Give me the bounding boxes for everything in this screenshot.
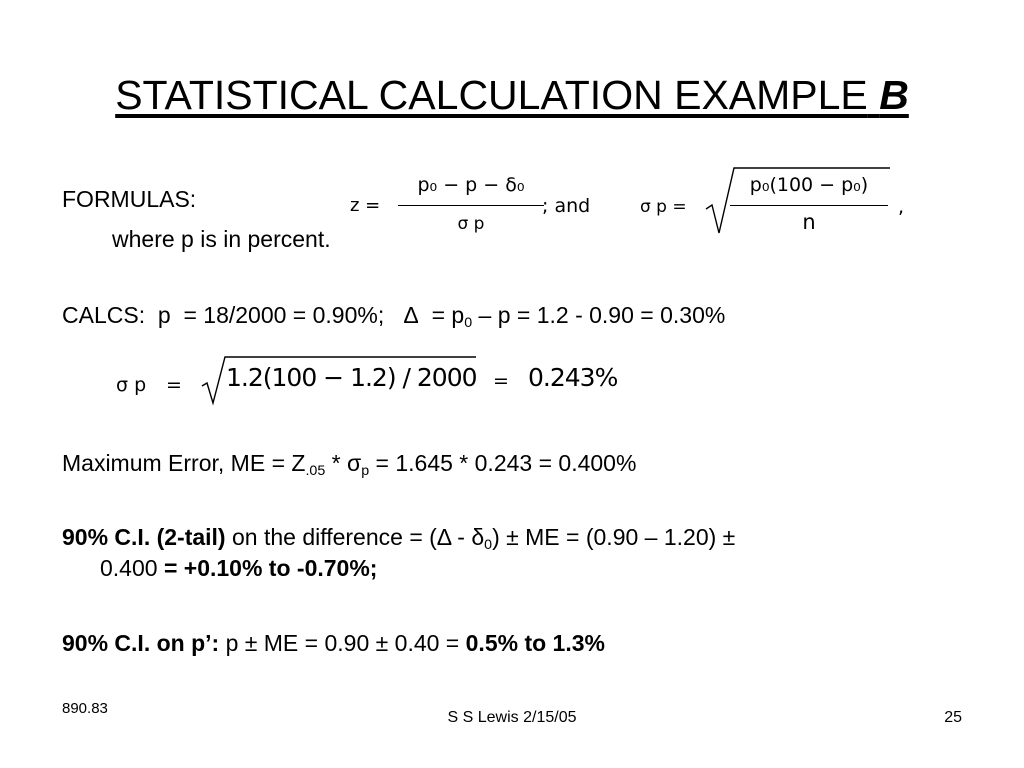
calcs-line [62,302,725,329]
footer-code: 890.83 [62,700,108,717]
z-lhs: z = [350,195,381,216]
ci-two-tail-subscript: 0 [484,536,493,553]
ci-two-tail-text-b: ) ± ME = (0.90 – 1.20) ± [492,524,736,550]
max-error-sigma-subscript: p [361,462,370,479]
ci-two-tail-line-2 [100,555,377,582]
calcs-delta-subscript: 0 [464,314,473,331]
ci-two-tail-label: 90% C.I. (2-tail) [62,524,226,550]
sigma-calc-equals-2: = [493,370,509,392]
ci-two-tail-text-a: on the difference = (Δ - δ [225,524,485,550]
z-denominator: σ p [457,214,485,234]
z-fraction-bar [398,205,544,206]
slide-title [0,72,1024,119]
calcs-delta-expression-a: = p [431,302,465,328]
calcs-label: CALCS: [62,302,146,328]
ci-p-result: 0.5% to 1.3% [465,630,605,656]
max-error-text-b: * σ [325,450,362,476]
calcs-p-expression: = 18/2000 = 0.90%; [183,302,385,328]
sigma-numerator: p₀(100 − p₀) [749,174,869,196]
title-main: STATISTICAL CALCULATION EXAMPLE [115,72,868,118]
sigma-fraction-bar [730,205,888,206]
max-error-text-c: = 1.645 * 0.243 = 0.400% [369,450,637,476]
max-error-z-subscript: .05 [305,462,326,479]
footer-page-number: 25 [944,709,962,726]
z-numerator: p₀ − p − δ₀ [417,174,525,196]
sigma-calc-result: 0.243% [528,363,618,392]
formulas-note: where p is in percent. [112,226,331,252]
ci-two-tail-line-1 [62,524,735,551]
max-error-text-a: Maximum Error, ME = Z [62,450,306,476]
sigma-calc-radicand: 1.2(100 − 1.2) / 2000 [226,363,477,392]
sigma-calc-lhs: σ p [116,374,147,396]
calcs-delta-symbol: Δ [403,302,419,328]
max-error-line [62,450,636,477]
calcs-delta-expression-b: – p = 1.2 - 0.90 = 0.30% [478,302,726,328]
ci-two-tail-line2-a: 0.400 [100,555,164,581]
sigma-calc-equals-1: = [166,374,182,396]
ci-p-line [62,630,605,657]
sigma-denominator: n [802,210,816,234]
formula-trailing-comma: , [898,196,905,218]
footer-author-date: S S Lewis 2/15/05 [447,709,577,726]
title-tag: B [879,72,909,118]
calcs-p-symbol: p [157,302,171,328]
formulas-label: FORMULAS: [62,186,197,212]
ci-p-label: 90% C.I. on p’: [62,630,220,656]
ci-two-tail-result: = +0.10% to -0.70%; [163,555,378,581]
sigma-lhs: σ p = [640,197,687,217]
ci-p-text: p ± ME = 0.90 ± 0.40 = [219,630,466,656]
formula-separator: ; and [542,195,591,217]
